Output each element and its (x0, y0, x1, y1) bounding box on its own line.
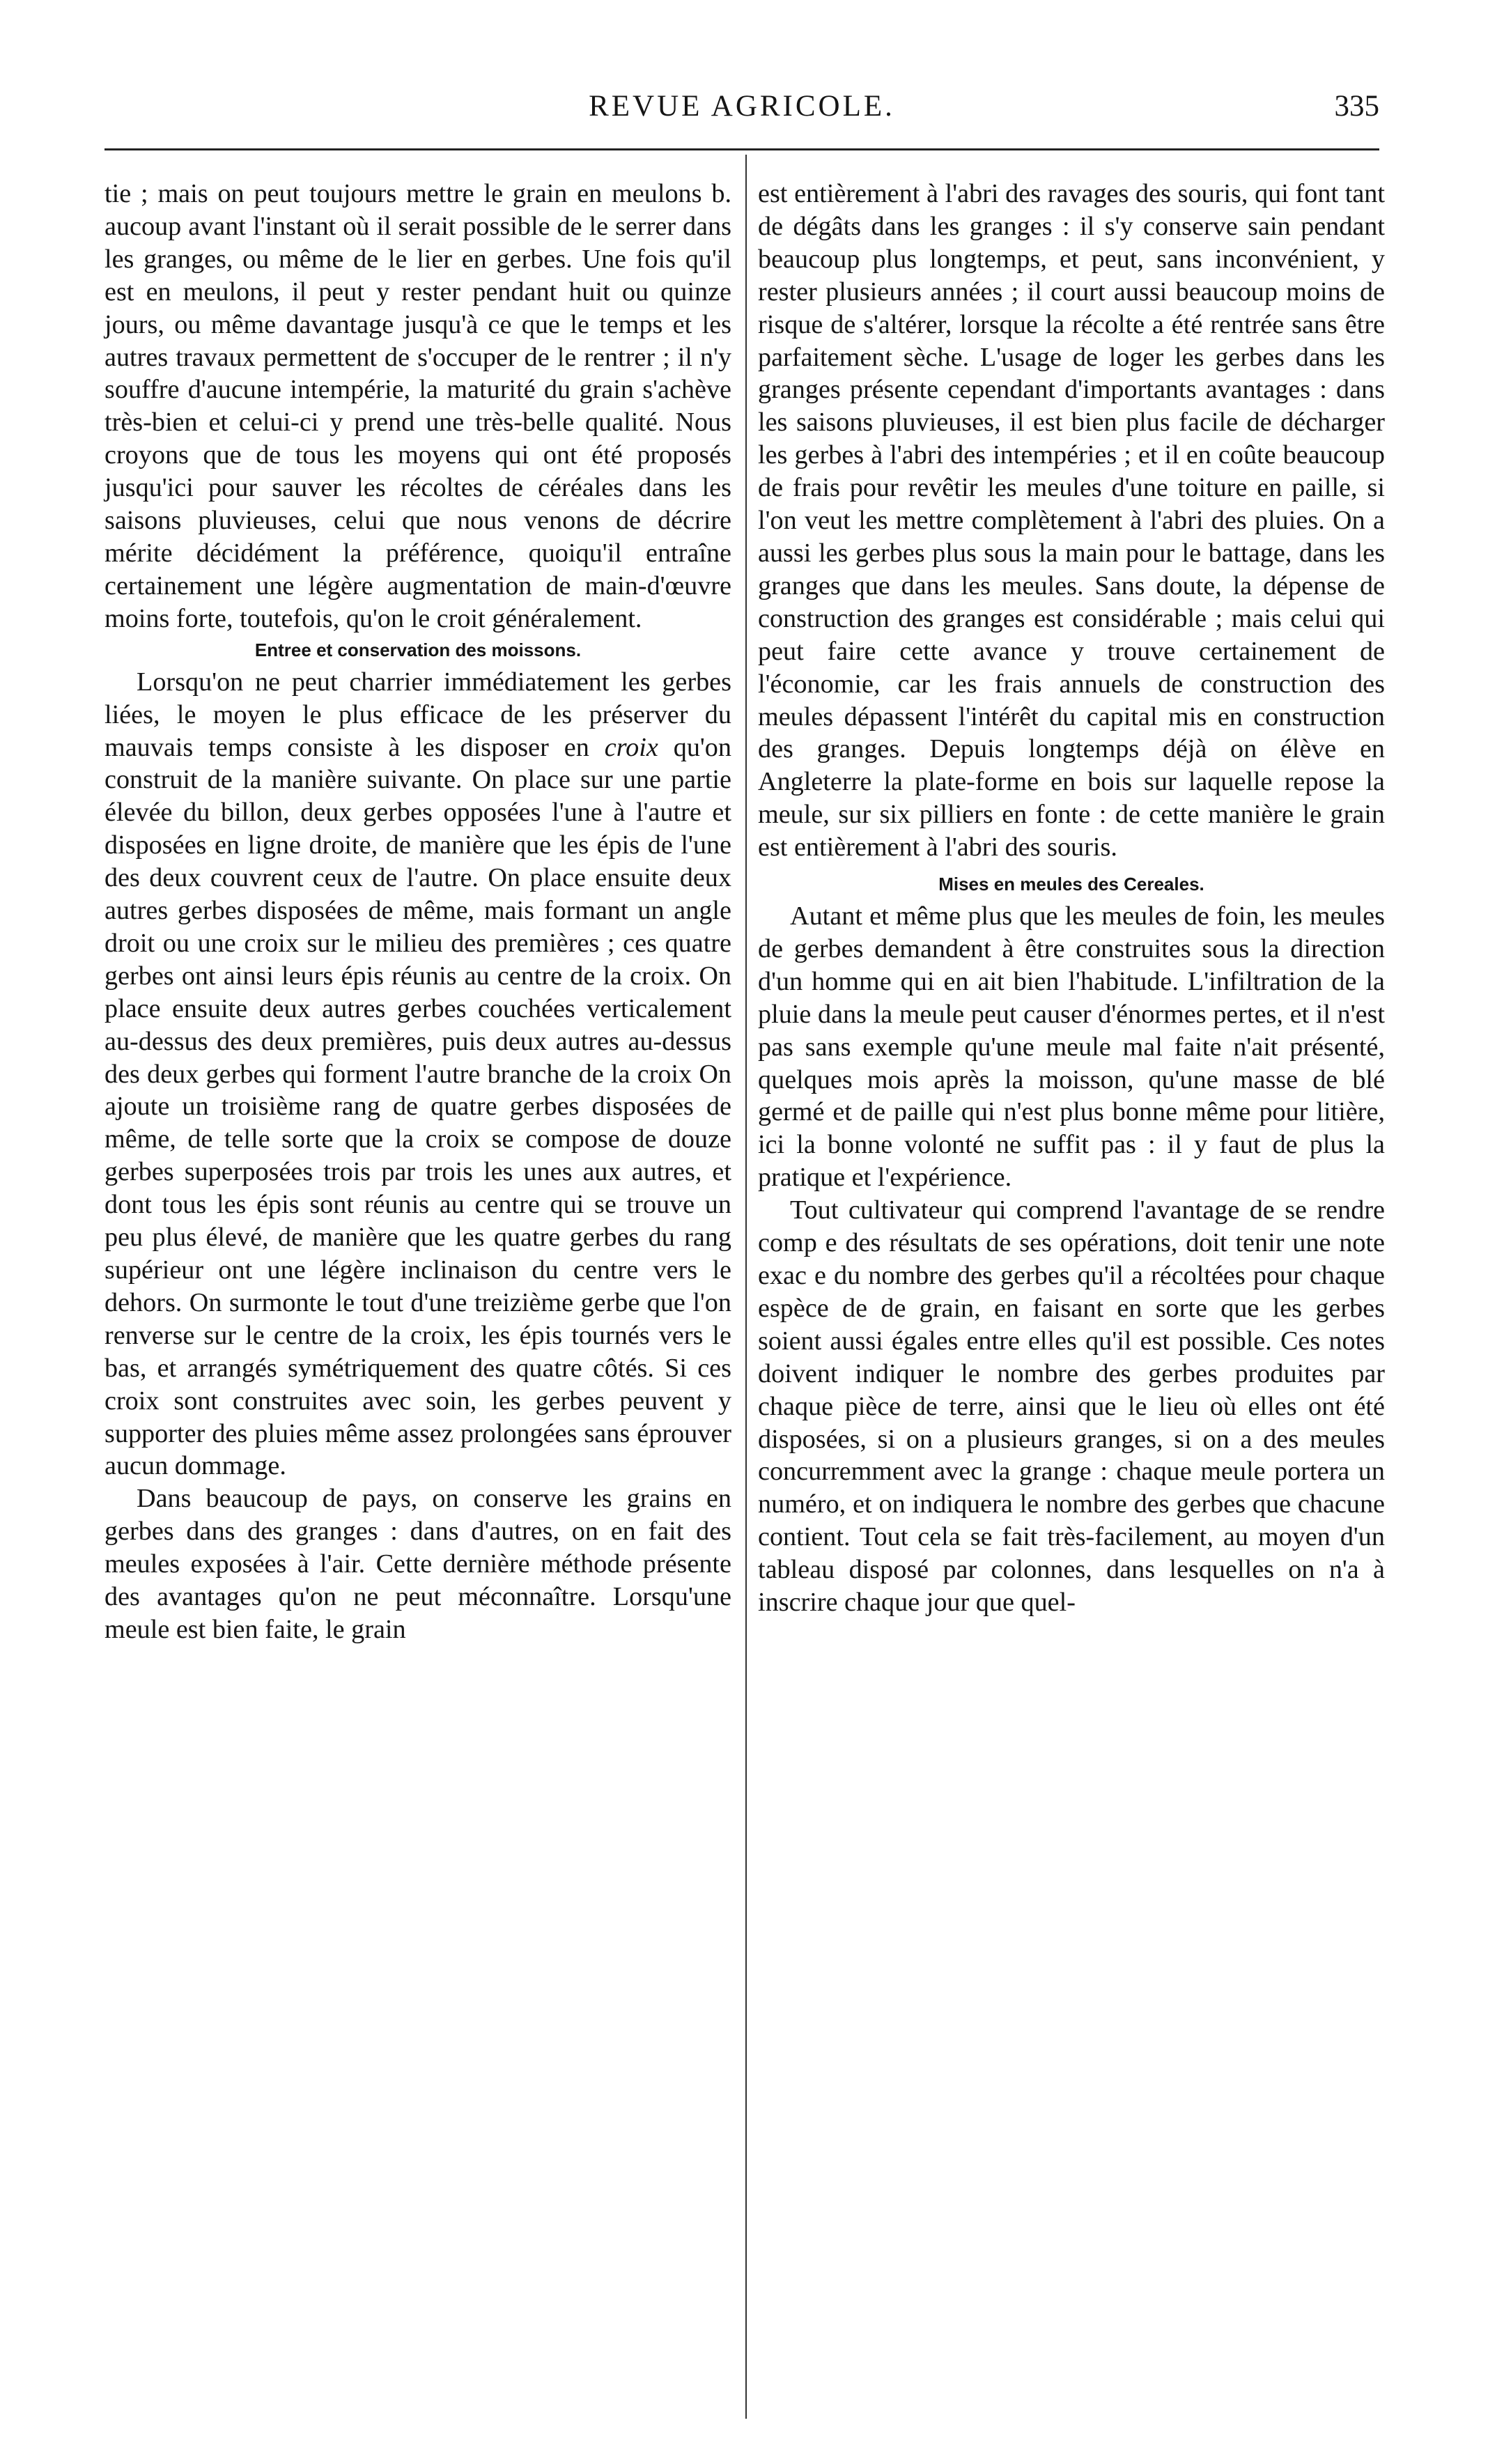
paragraph: Autant et même plus que les meules de foin, les meules de gerbes demandent à être construites sous la direction d'un homme qui en ait bien l'habitude. L'infiltration de la pluie dans la meule peut causer d'énormes pertes, et il n'est pas sans exemple qu'une meule mal faite n'ait présenté, quelques mois après la moisson, qu'une masse de blé germé et de paille qui n'est plus bonne même pour litière, ici la bonne volonté ne suffit pas : il y faut de plus la pratique et l'expérience. (758, 901, 1385, 1193)
paragraph-text: qu'on construit de la manière suivante. On place sur une partie élevée du billon, deux gerbes opposées l'une à l'autre et disposées en ligne droite, de manière que les épis de l'une des deux couvrent ceux de l'autre. On place ensuite deux autres gerbes disposées de même, mais formant un angle droit ou une croix sur le milieu des premières ; ces quatre gerbes ont ainsi leurs épis réunis au centre de la croix. On place ensuite deux autres gerbes couchées verticalement au-dessus des deux premières, puis deux autres au-dessus des deux gerbes qui forment l'autre branche de la croix On ajoute un troisième rang de quatre gerbes disposées de même, de telle sorte que la croix se compose de douze gerbes superposées trois par trois les unes aux autres, et dont tous les épis sont réunis au centre qui se trouve un peu plus élevé, de manière que les quatre gerbes du rang supérieur ont une légère inclinaison du centre vers le dehors. On surmonte le tout d'une treizième gerbe que l'on renverse sur le centre de la croix, les épis tournés vers le bas, et arrangés symétriquement des quatre côtés. Si ces croix sont construites avec soin, les gerbes peuvent y supporter des pluies même assez prolongées sans éprouver aucun dommage. (104, 732, 731, 1481)
emphasis-text: croix (604, 732, 658, 762)
section-heading: Entree et conservation des moissons. (254, 639, 582, 660)
paragraph: Dans beaucoup de pays, on conserve les grains en gerbes dans des granges : dans d'autres, on en fait des meules exposées à l'air. Cette dernière méthode présente des avantages qu'on ne peut méconnaître. Lorsqu'une meule est bien faite, le grain (104, 1484, 731, 1644)
paragraph (104, 666, 731, 1483)
running-title: REVUE AGRICOLE. (589, 90, 895, 123)
paragraph-text: Lorsqu'on ne peut charrier immédiatement les gerbes liées, le moyen le plus efficace de les préserver du mauvais temps consiste à les disposer en (104, 667, 731, 762)
page-header (104, 89, 1379, 131)
paragraph: Tout cultivateur qui comprend l'avantage de se rendre comp e des résultats de ses opérations, doit tenir une note exac e du nombre des gerbes qu'il a récoltées pour chaque espèce de de grain, en faisant en sorte que les gerbes soient aussi égales entre elles qu'il est possible. Ces notes doivent indiquer le nombre des gerbes produites par chaque pièce de terre, ainsi que le lieu où elles ont été disposées, si on a plusieurs granges, si on a des meules concurremment avec la grange : chaque meule portera un numéro, et on indiquera le nombre des gerbes que chacune contient. Tout cela se fait très-facilement, au moyen d'un tableau disposé par colonnes, dans lesquelles on n'a à inscrire chaque jour que quel- (758, 1195, 1385, 1618)
header-rule (104, 148, 1379, 150)
left-column (104, 178, 731, 1646)
column-divider (745, 155, 747, 2419)
right-column (758, 178, 1385, 1619)
paragraph: tie ; mais on peut toujours mettre le grain en meulons b. aucoup avant l'instant où il serait possible de le serrer dans les granges, ou même de le lier en gerbes. Une fois qu'il est en meulons, il peut y rester pendant huit ou quinze jours, ou même davantage jusqu'à ce que le temps et les autres travaux permettent de s'occuper de le rentrer ; il n'y souffre d'aucune intempérie, la maturité du grain s'achève très-bien et celui-ci y prend une très-belle qualité. Nous croyons que de tous les moyens qui ont été proposés jusqu'ici pour sauver les récoltes de céréales dans les saisons pluvieuses, celui que nous venons de décrire mérite décidément la préférence, quoiqu'il entraîne certainement une légère augmentation de main-d'œuvre moins forte, toutefois, qu'on le croit généralement. (104, 179, 731, 633)
page-number: 335 (1334, 90, 1379, 123)
paragraph: est entièrement à l'abri des ravages des souris, qui font tant de dégâts dans les granges : il s'y conserve sain pendant beaucoup plus longtemps, et peut, sans inconvénient, y rester plusieurs années ; il court aussi beaucoup moins de risque de s'altérer, lorsque la récolte a été rentrée sans être parfaitement sèche. L'usage de loger les gerbes dans les granges présente cependant d'importants avantages : dans les saisons pluvieuses, il est bien plus facile de décharger les gerbes à l'abri des intempéries ; et il en coûte beaucoup de frais pour revêtir les meules d'une toiture en paille, si l'on veut les mettre complètement à l'abri des pluies. On a aussi les gerbes plus sous la main pour le battage, dans les granges que dans les meules. Sans doute, la dépense de construction des granges est considérable ; mais celui qui peut faire cette avance y trouve certainement de l'économie, car les frais annuels de construction des meules dépassent l'intérêt du capital mis en construction des granges. Depuis longtemps déjà on élève en Angleterre la plate-forme en bois sur laquelle repose la meule, sur six pilliers en fonte : de cette manière le grain est entièrement à l'abri des souris. (758, 179, 1385, 862)
section-heading: Mises en meules des Cereales. (938, 874, 1204, 895)
